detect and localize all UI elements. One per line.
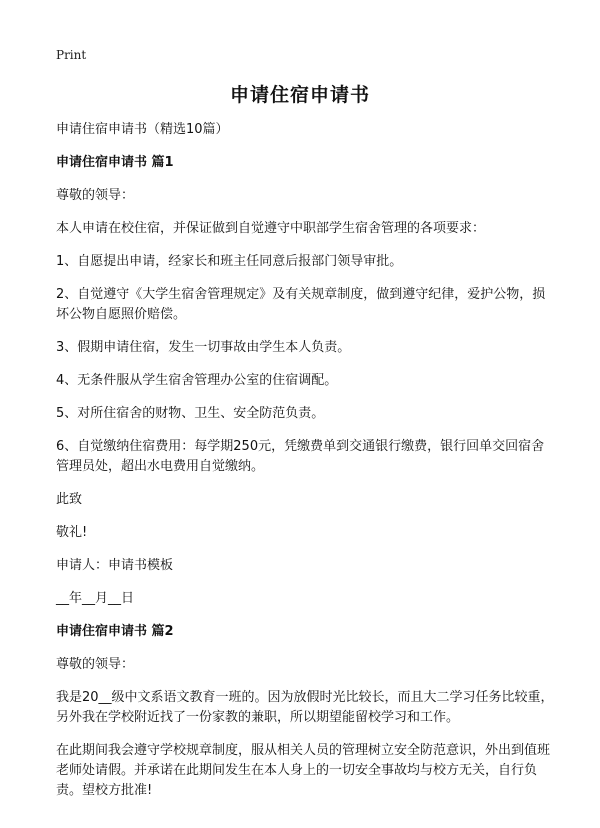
paragraph: 尊敬的领导： bbox=[56, 188, 135, 203]
paragraph: 尊敬的领导： bbox=[56, 657, 135, 672]
paragraph: 2、自觉遵守《大学生宿舍管理规定》及有关规章制度，做到遵守纪律，爱护公物，损坏公物自愿照价赔偿。 bbox=[56, 287, 546, 322]
paragraph: 1、自愿提出申请，经家长和班主任同意后报部门领导审批。 bbox=[56, 254, 403, 269]
paragraph: 6、自觉缴纳住宿费用：每学期250元，凭缴费单到交通银行缴费，银行回单交回宿舍管理员处，超出水电费用自觉缴纳。 bbox=[56, 439, 545, 474]
paragraph: 此致 bbox=[56, 492, 83, 507]
paragraph: 在此期间我会遵守学校规章制度，服从相关人员的管理树立安全防范意识，外出到值班老师处请假。并承诺在此期间发生在本人身上的一切安全事故均与校方无关，自行负责。望校方批准! bbox=[56, 743, 551, 798]
paragraph: 申请人：申请书模板 bbox=[56, 558, 174, 573]
section-heading: 申请住宿申请书 篇2 bbox=[56, 624, 174, 639]
paragraph: 申请住宿申请书（精选10篇） bbox=[56, 122, 229, 137]
paragraph: 3、假期申请住宿，发生一切事故由学生本人负责。 bbox=[56, 340, 351, 355]
document-title: 申请住宿申请书 bbox=[229, 84, 370, 106]
paragraph: 本人申请在校住宿，并保证做到自觉遵守中职部学生宿舍管理的各项要求： bbox=[56, 221, 486, 236]
paragraph: 4、无条件服从学生宿舍管理办公室的住宿调配。 bbox=[56, 373, 338, 388]
paragraph: 我是20__级中文系语文教育一班的。因为放假时光比较长，而且大二学习任务比较重，另外我在学校附近找了一份家教的兼职，所以期望能留校学习和工作。 bbox=[56, 690, 554, 725]
document-body bbox=[56, 120, 556, 814]
section-heading: 申请住宿申请书 篇1 bbox=[56, 155, 174, 170]
paragraph: 敬礼! bbox=[56, 525, 88, 540]
paragraph: __年__月__日 bbox=[56, 591, 135, 606]
print-link[interactable]: Print bbox=[56, 48, 87, 62]
paragraph: 5、对所住宿舍的财物、卫生、安全防范负责。 bbox=[56, 406, 325, 421]
